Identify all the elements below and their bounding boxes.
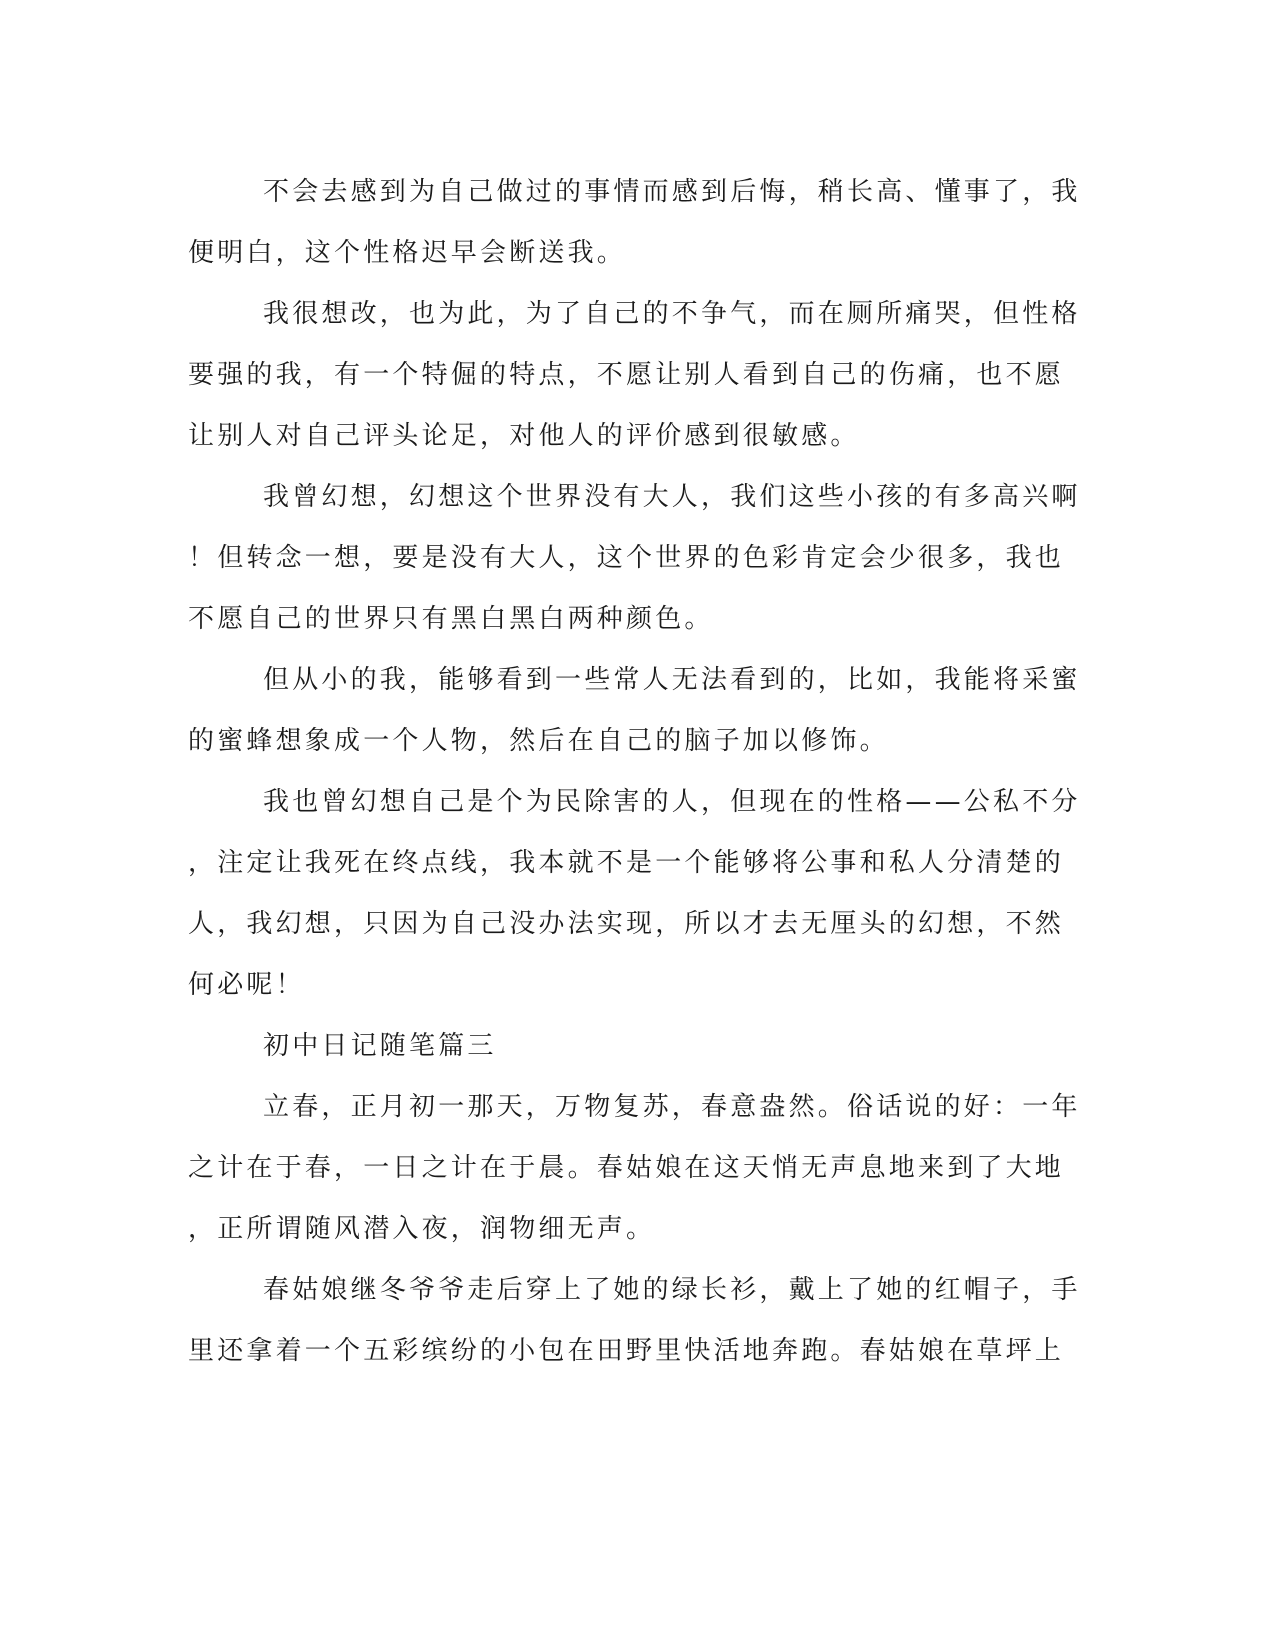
text-line: 我也曾幻想自己是个为民除害的人，但现在的性格——公私不分 (263, 787, 1081, 817)
text-line: 春姑娘继冬爷爷走后穿上了她的绿长衫，戴上了她的红帽子，手 (263, 1275, 1081, 1305)
text-line: 人，我幻想，只因为自己没办法实现，所以才去无厘头的幻想，不然 (188, 909, 1065, 939)
document-body (188, 162, 1081, 1382)
text-line: 要强的我，有一个特倔的特点，不愿让别人看到自己的伤痛，也不愿 (188, 360, 1065, 390)
text-line: ，正所谓随风潜入夜，润物细无声。 (188, 1214, 656, 1244)
section-heading: 初中日记随笔篇三 (263, 1031, 497, 1061)
text-line: 不愿自己的世界只有黑白黑白两种颜色。 (188, 604, 714, 634)
text-line: 便明白，这个性格迟早会断送我。 (188, 238, 627, 268)
text-line: 何必呢！ (188, 970, 305, 1000)
text-line: 让别人对自己评头论足，对他人的评价感到很敏感。 (188, 421, 860, 451)
text-line: ，注定让我死在终点线，我本就不是一个能够将公事和私人分清楚的 (188, 848, 1065, 878)
text-line: 立春，正月初一那天，万物复苏，春意盎然。俗话说的好：一年 (263, 1092, 1081, 1122)
text-line: 但从小的我，能够看到一些常人无法看到的，比如，我能将采蜜 (263, 665, 1081, 695)
text-line: 我很想改，也为此，为了自己的不争气，而在厕所痛哭，但性格 (263, 299, 1081, 329)
text-line: 我曾幻想，幻想这个世界没有大人，我们这些小孩的有多高兴啊 (263, 482, 1081, 512)
text-line: 不会去感到为自己做过的事情而感到后悔，稍长高、懂事了，我 (263, 177, 1081, 207)
text-line: 的蜜蜂想象成一个人物，然后在自己的脑子加以修饰。 (188, 726, 889, 756)
text-line: 里还拿着一个五彩缤纷的小包在田野里快活地奔跑。春姑娘在草坪上 (188, 1336, 1065, 1366)
text-line: 之计在于春，一日之计在于晨。春姑娘在这天悄无声息地来到了大地 (188, 1153, 1065, 1183)
text-line: ！但转念一想，要是没有大人，这个世界的色彩肯定会少很多，我也 (188, 543, 1065, 573)
